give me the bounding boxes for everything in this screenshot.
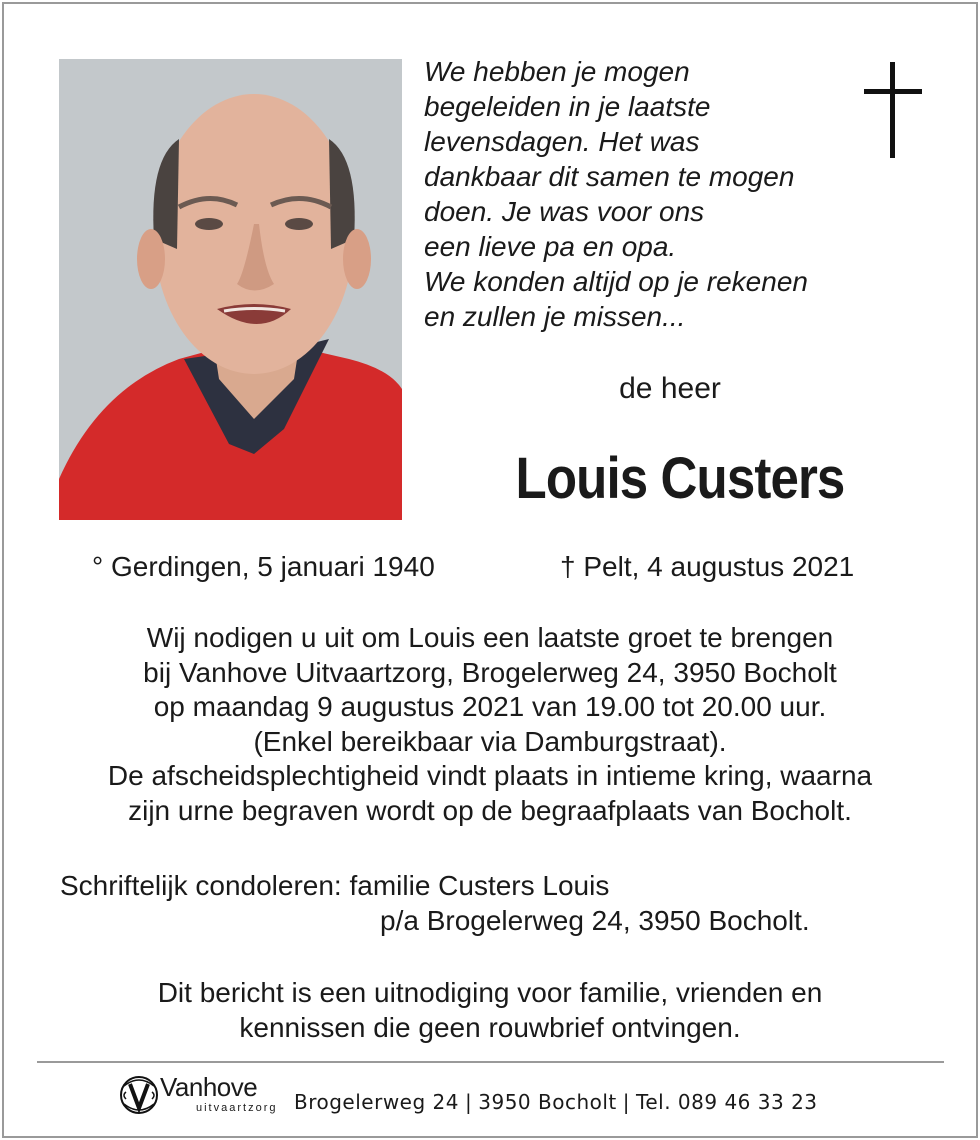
footer-city: 3950 Bocholt: [478, 1090, 617, 1114]
notice-text: [30, 976, 950, 1045]
invitation-line: bij Vanhove Uitvaartzorg, Brogelerweg 24, 3950 Bocholt: [143, 656, 837, 688]
poem-line: begeleiden in je laatste: [424, 91, 711, 122]
poem-line: een lieve pa en opa.: [424, 231, 677, 262]
memorial-poem: [424, 54, 864, 334]
poem-line: We konden altijd op je rekenen: [424, 266, 808, 297]
invitation-line: De afscheidsplechtigheid vindt plaats in intieme kring, waarna: [107, 760, 873, 791]
condolence-line-1: Schriftelijk condoleren: familie Custers Louis: [60, 870, 610, 901]
footer-phone: Tel. 089 46 33 23: [636, 1090, 818, 1114]
notice-line: kennissen die geen rouwbrief ontvingen.: [239, 1011, 741, 1043]
poem-line: doen. Je was voor ons: [424, 196, 705, 227]
notice-line: Dit bericht is een uitnodiging voor familie, vrienden en: [157, 977, 823, 1008]
poem-line: dankbaar dit samen te mogen: [424, 161, 795, 192]
poem-line: We hebben je mogen: [424, 56, 690, 87]
logo-subtitle: uitvaartzorg: [196, 1102, 278, 1114]
death-place-date: Pelt, 4 augustus 2021: [583, 551, 855, 582]
footer-separator: |: [622, 1090, 631, 1114]
death-info: [560, 551, 854, 583]
invitation-text: [30, 621, 950, 828]
footer-contact: [294, 1090, 818, 1114]
vanhove-logo-icon: [118, 1072, 160, 1118]
condolence-line-2: p/a Brogelerweg 24, 3950 Bocholt.: [380, 905, 810, 936]
invitation-line: Wij nodigen u uit om Louis een laatste groet te brengen: [146, 622, 834, 653]
poem-line: en zullen je missen...: [424, 301, 686, 332]
birth-info: ° Gerdingen, 5 januari 1940: [92, 551, 435, 582]
invitation-line: op maandag 9 augustus 2021 van 19.00 tot 20.00 uur.: [153, 691, 827, 722]
invitation-line: zijn urne begraven wordt op de begraafplaats van Bocholt.: [128, 794, 852, 826]
invitation-line: (Enkel bereikbaar via Damburgstraat).: [253, 725, 727, 757]
death-cross-symbol: †: [560, 551, 576, 582]
footer-divider: [37, 1061, 944, 1063]
latin-cross-icon: [864, 62, 922, 158]
footer-separator: |: [465, 1090, 473, 1114]
poem-line: levensdagen. Het was: [424, 126, 700, 157]
portrait-illustration: [59, 59, 402, 520]
deceased-name: Louis Custers: [515, 446, 845, 511]
logo-wordmark: Vanhove: [160, 1072, 258, 1102]
vanhove-logo: [118, 1072, 278, 1118]
honorific: de heer: [619, 372, 721, 405]
portrait-photo: [59, 59, 402, 520]
footer-address: Brogelerweg 24: [294, 1090, 459, 1114]
